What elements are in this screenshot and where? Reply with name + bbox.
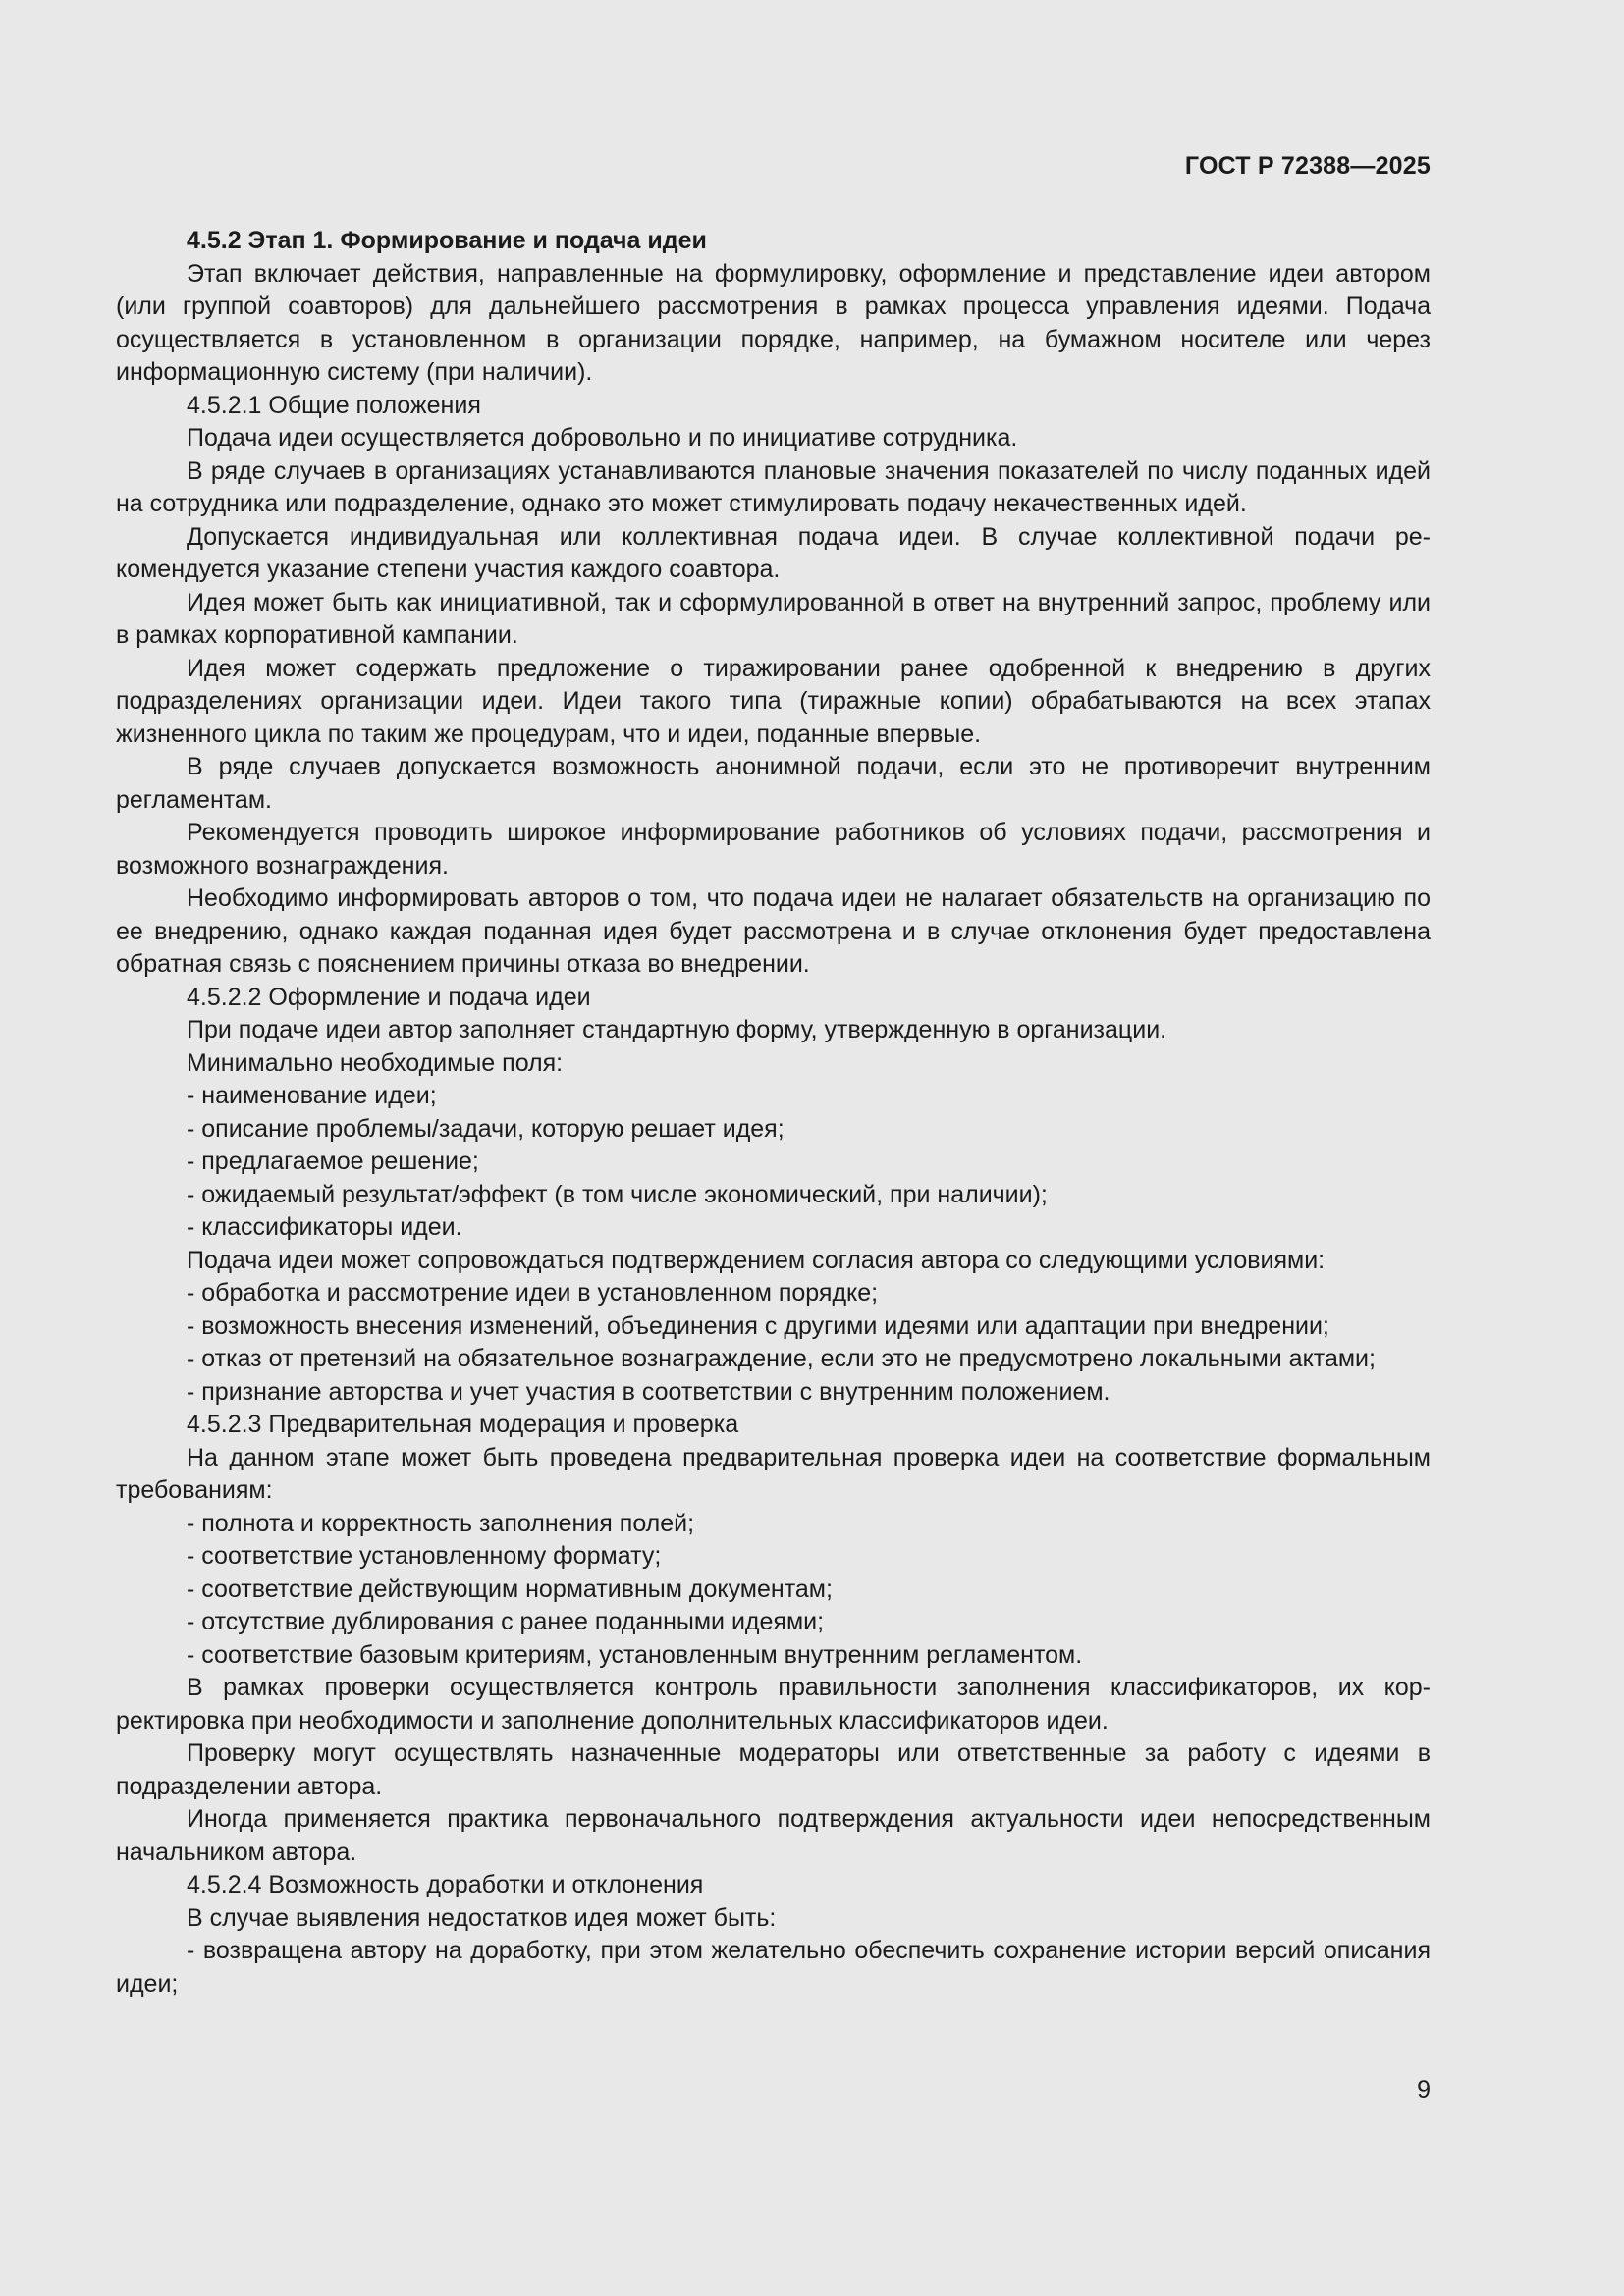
page-number: 9 (1417, 2076, 1431, 2104)
list-item: - наименование идеи; (187, 1082, 437, 1109)
subsection-heading-4-5-2-2: 4.5.2.2 Оформление и подача идеи (187, 983, 591, 1011)
paragraph: Рекомендуется проводить широкое информирование работников об условиях подачи, рассмотрения и возможного вознаграждения. (116, 819, 1431, 880)
list-item: - описание проблемы/задачи, которую решает идея; (187, 1114, 785, 1143)
paragraph: Допускается индивидуальная или коллективная подача идеи. В случае коллективной подачи рекомендуется указание степени участия каждого соавтора. (116, 522, 1431, 583)
paragraph: Иногда применяется практика первоначального подтверждения актуальности идеи непосредственным начальником автора. (116, 1805, 1431, 1866)
document-standard-code: ГОСТ Р 72388—2025 (1184, 152, 1431, 180)
subsection-heading-4-5-2-4: 4.5.2.4 Возможность доработки и отклонения (187, 1871, 704, 1898)
paragraph: На данном этапе может быть проведена предварительная проверка идеи на соответствие формальным требованиям: (116, 1443, 1431, 1504)
section-heading-4-5-2: 4.5.2 Этап 1. Формирование и подача идеи (187, 227, 707, 254)
list-item: - полнота и корректность заполнения полей; (187, 1509, 695, 1537)
list-item: - обработка и рассмотрение идеи в установленном порядке; (187, 1279, 879, 1307)
list-item: - соответствие действующим нормативным документам; (187, 1575, 833, 1603)
subsection-heading-4-5-2-1: 4.5.2.1 Общие положения (187, 391, 481, 419)
paragraph: Этап включает действия, направленные на формулировку, оформление и представление идеи автором (или группой соавторов) для дальнейшего рассмотрения в рамках процесса управления идеями. Подача осуществляется в установленном в организации порядке, например, на бумажном носителе или через информационную систему (при наличии). (116, 259, 1431, 386)
list-item: - классификаторы идеи. (187, 1213, 462, 1241)
list-item: - соответствие установленному формату; (187, 1542, 662, 1570)
paragraph: В ряде случаев в организациях устанавливаются плановые значения показателей по числу поданных идей на сотрудника или подразделение, однако это может стимулировать подачу некачественных идей. (116, 456, 1431, 517)
list-item: - признание авторства и учет участия в соответствии с внутренним положением. (187, 1377, 1110, 1406)
paragraph: Необходимо информировать авторов о том, что подача идеи не налагает обязательств на организацию по ее внедрению, однако каждая поданная идея будет рассмотрена и в случае отклонения будет предоставлена обратная связь с пояснением причины отказа во внедрении. (116, 884, 1431, 978)
list-item: - отказ от претензий на обязательное вознаграждение, если это не предусмотрено локальными актами; (187, 1345, 1376, 1372)
paragraph: Идея может содержать предложение о тиражировании ранее одобренной к внедрению в других подразделениях организации идеи. Идеи такого типа (тиражные копии) обрабатываются на всех этапах жизненного цикла по таким же процедурам, что и идеи, поданные впервые. (116, 654, 1431, 748)
paragraph: При подаче идеи автор заполняет стандартную форму, утвержденную в организации. (187, 1016, 1167, 1043)
list-item: - отсутствие дублирования с ранее поданными идеями; (187, 1608, 825, 1635)
paragraph: В ряде случаев допускается возможность анонимной подачи, если это не противоречит внутренним регламентам. (116, 753, 1431, 814)
list-item: - возвращена автору на доработку, при этом желательно обеспечить сохранение истории версий описания идеи; (116, 1937, 1431, 1998)
list-item: - предлагаемое решение; (187, 1148, 479, 1175)
document-body (116, 225, 1431, 2001)
list-item: - возможность внесения изменений, объединения с другими идеями или адаптации при внедрении; (187, 1311, 1329, 1340)
paragraph: Подача идеи осуществляется добровольно и по инициативе сотрудника. (187, 424, 1018, 452)
subsection-heading-4-5-2-3: 4.5.2.3 Предварительная модерация и проверка (187, 1411, 739, 1438)
paragraph: Проверку могут осуществлять назначенные модераторы или ответственные за работу с идеями в подразделении автора. (116, 1739, 1431, 1800)
paragraph: Идея может быть как инициативной, так и сформулированной в ответ на внутренний запрос, проблему или в рамках корпоративной кампании. (116, 588, 1431, 649)
list-item: - соответствие базовым критериям, установленным внутренним регламентом. (187, 1640, 1083, 1669)
list-item: - ожидаемый результат/эффект (в том числе экономический, при наличии); (187, 1180, 1048, 1208)
paragraph: Минимально необходимые поля: (187, 1048, 564, 1077)
paragraph: В рамках проверки осуществляется контроль правильности заполнения классификаторов, их корректировка при необходимости и заполнение дополнительных классификаторов идеи. (116, 1674, 1431, 1735)
paragraph: В случае выявления недостатков идея может быть: (187, 1903, 777, 1932)
paragraph: Подача идеи может сопровождаться подтверждением согласия автора со следующими условиями: (187, 1246, 1326, 1274)
